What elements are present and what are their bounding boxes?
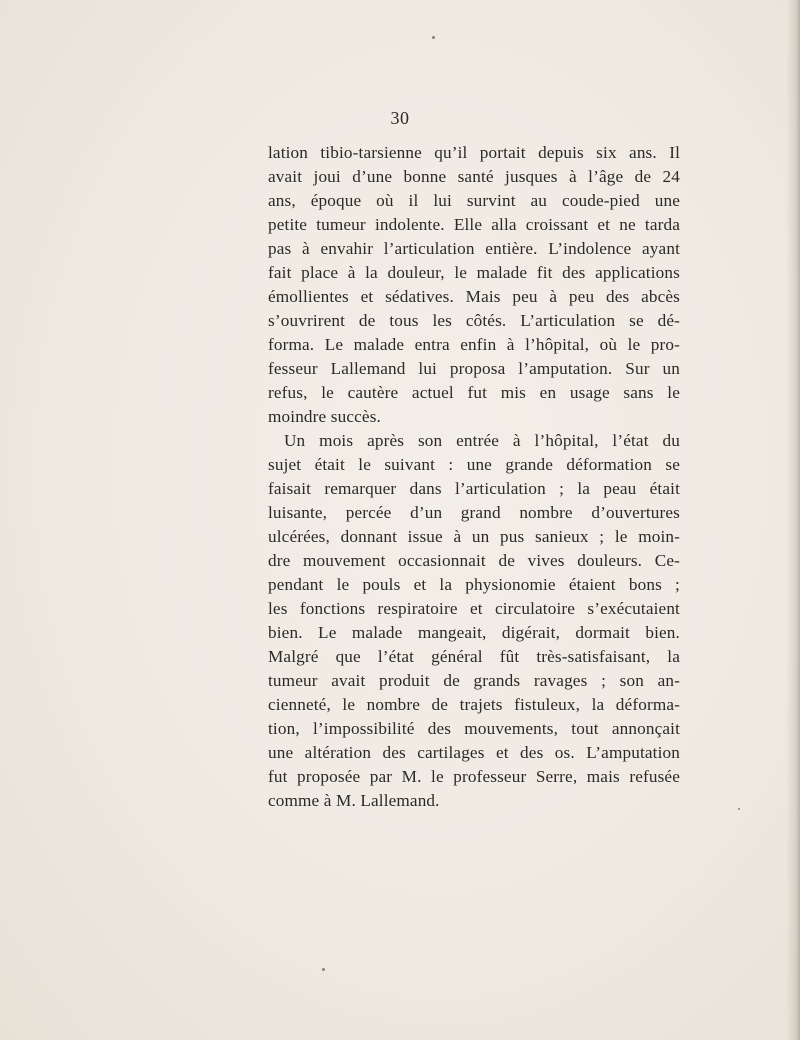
text-line: dre mouvement occasionnait de vives douleurs. Ce- [268, 551, 680, 570]
text-line: fut proposée par M. le professeur Serre, mais refusée [268, 767, 680, 786]
text-line: petite tumeur indolente. Elle alla croissant et ne tarda [268, 215, 680, 234]
text-line: fait place à la douleur, le malade fit des applications [268, 263, 680, 282]
text-line: ans, époque où il lui survint au coude-pied une [268, 191, 680, 210]
text-line: une altération des cartilages et des os. L’amputation [268, 743, 680, 762]
paper-speck [432, 36, 435, 39]
text-line: pas à envahir l’articulation entière. L’indolence ayant [268, 239, 680, 258]
text-line: pendant le pouls et la physionomie étaient bons ; [268, 575, 680, 594]
text-line: émollientes et sédatives. Mais peu à peu des abcès [268, 287, 680, 306]
text-line: bien. Le malade mangeait, digérait, dormait bien. [268, 623, 680, 642]
text-line: sujet était le suivant : une grande déformation se [268, 455, 680, 474]
text-line: Malgré que l’état général fût très-satisfaisant, la [268, 647, 680, 666]
text-line: tumeur avait produit de grands ravages ; son an- [268, 671, 680, 690]
text-line: ulcérées, donnant issue à un pus sanieux ; le moin- [268, 527, 680, 546]
paragraph-start-line: Un mois après son entrée à l’hôpital, l’état du [284, 431, 680, 450]
text-line: tion, l’impossibilité des mouvements, tout annonçait [268, 719, 680, 738]
page-number: 30 [390, 108, 410, 128]
text-line: luisante, percée d’un grand nombre d’ouvertures [268, 503, 680, 522]
paper-speck [738, 808, 740, 810]
body-text [268, 141, 680, 813]
text-line: refus, le cautère actuel fut mis en usage sans le [268, 383, 680, 402]
text-line: lation tibio-tarsienne qu’il portait depuis six ans. Il [268, 143, 680, 162]
paragraph-end-line: moindre succès. [268, 407, 381, 426]
text-line: s’ouvrirent de tous les côtés. L’articulation se dé- [268, 311, 680, 330]
paper-speck [322, 968, 325, 971]
text-line: fesseur Lallemand lui proposa l’amputation. Sur un [268, 359, 680, 378]
text-line: faisait remarquer dans l’articulation ; la peau était [268, 479, 680, 498]
text-line: avait joui d’une bonne santé jusques à l’âge de 24 [268, 167, 680, 186]
page-edge-shadow [786, 0, 800, 1040]
paragraph-end-line: comme à M. Lallemand. [268, 791, 440, 810]
text-line: cienneté, le nombre de trajets fistuleux, la déforma- [268, 695, 680, 714]
text-line: les fonctions respiratoire et circulatoire s’exécutaient [268, 599, 680, 618]
text-line: forma. Le malade entra enfin à l’hôpital, où le pro- [268, 335, 680, 354]
